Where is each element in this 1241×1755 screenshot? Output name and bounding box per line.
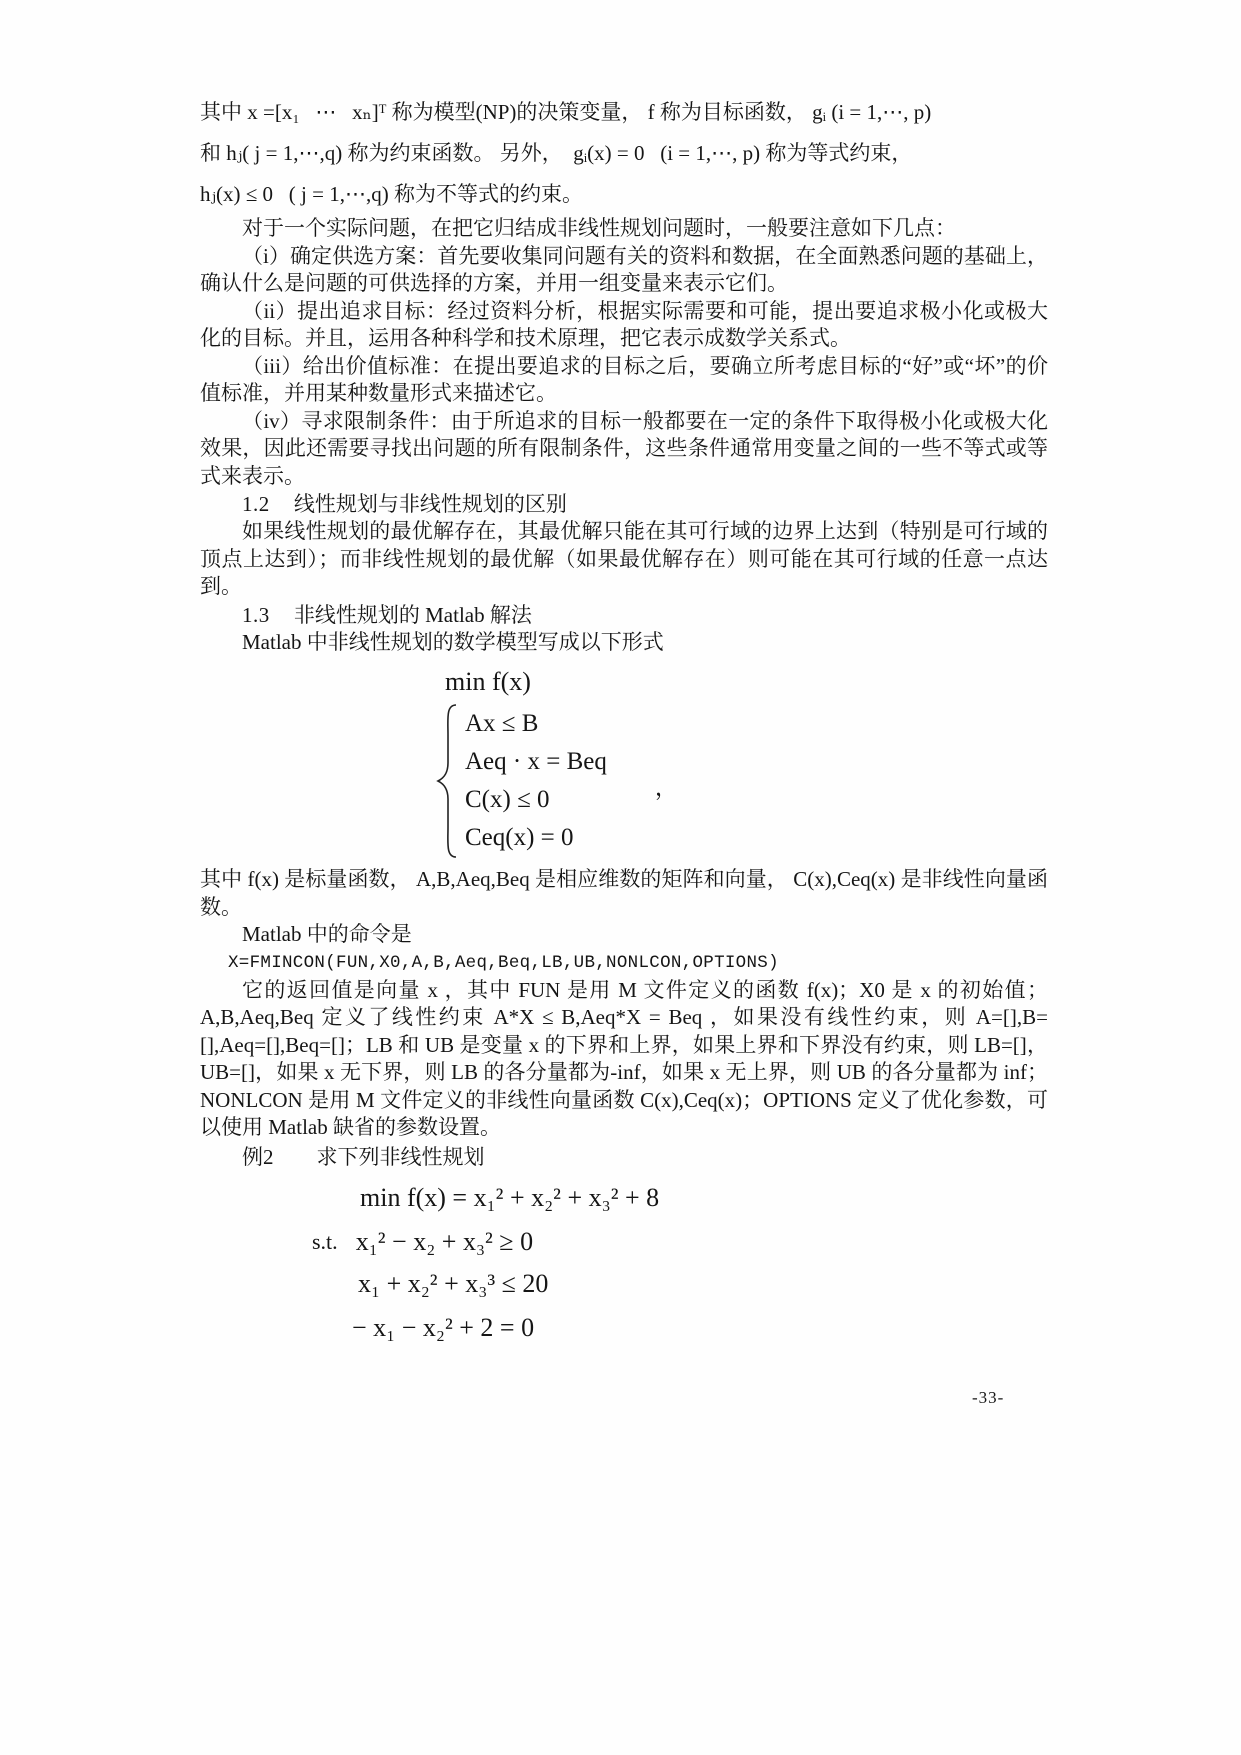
note-item-ii: （ii）提出追求目标：经过资料分析，根据实际需要和可能，提出要追求极小化或极大化的目标。并且，运用各种科学和技术原理，把它表示成数学关系式。 [200,298,1048,350]
command-lead-paragraph: Matlab 中的命令是 [242,922,412,946]
example-constraint-1: x₁² − x₂ + x₃² ≥ 0 [355,1227,534,1256]
example-title: 求下列非线性规划 [316,1144,485,1169]
section-1-3-heading [200,601,1048,629]
example-constraint-2: x₁ + x₂² + x₃³ ≤ 20 [358,1269,549,1298]
formula-comma: ， [654,774,678,800]
section-1-3-number: 1.3 [242,602,270,627]
note-item-i: （i）确定供选方案：首先要收集同问题有关的资料和数据，在全面熟悉问题的基础上，确认什么是问题的可供选择的方案，并用一组变量来表示它们。 [200,243,1048,295]
section-1-3-title: 非线性规划的 Matlab 解法 [293,602,532,627]
page-content [200,92,1048,1351]
model-objective: min f(x) [445,667,531,696]
section-1-2-number: 1.2 [242,492,270,516]
example-math-block [200,1175,1048,1351]
section-1-2-body: 如果线性规划的最优解存在，其最优解只能在其可行域的边界上达到（特别是可行域的顶点上达到）；而非线性规划的最优解（如果最优解存在）则可能在其可行域的任意一点达到。 [200,519,1048,598]
intro-definition-paragraph [200,92,1048,215]
example-st-row [312,1221,1048,1263]
note-item-iii: （iii）给出价值标准：在提出要追求的目标之后，要确立所考虑目标的“好”或“坏”的价值标准，并用某种数量形式来描述它。 [200,353,1048,405]
model-intro-paragraph: Matlab 中非线性规划的数学模型写成以下形式 [242,629,664,654]
intro-line-1: 其中 x =[x₁ ⋯ xₙ]ᵀ 称为模型(NP)的决策变量， f 称为目标函数， gᵢ (i = 1,⋯, p) [200,100,932,124]
constraint-line-2: Aeq · x = Beq [465,748,607,775]
fmincon-command-line: X=FMINCON(FUN,X0,A,B,Aeq,Beq,LB,UB,NONLCON,OPTIONS) [228,952,779,973]
subject-to-label: s.t. [312,1229,338,1254]
model-constraint-system [433,702,1048,860]
constraint-line-1: Ax ≤ B [465,710,539,737]
model-explain-paragraph: 其中 f(x) 是标量函数， A,B,Aeq,Beq 是相应维数的矩阵和向量， C(x),Ceq(x) 是非线性向量函数。 [200,867,1048,919]
constraint-line-4: Ceq(x) = 0 [465,824,574,851]
intro-line-3: hⱼ(x) ≤ 0 ( j = 1,⋯,q) 称为不等式的约束。 [200,182,583,206]
command-returns-paragraph: 它的返回值是向量 x ，其中 FUN 是用 M 文件定义的函数 f(x)；X0 是 x 的初始值；A,B,Aeq,Beq 定义了线性约束 A*X ≤ B,Aeq*X = Beq ，如果没有线性约束，则 A=[],B=[],Aeq=[],Beq=[]；LB 和 UB 是变量 x 的下界和上界，如果上界和下界没有约束，则 LB=[]，UB=[]，如果 x 无下界，则 LB 的各分量都为-inf，如果 x 无上界，则 UB 的各分量都为 inf；NONLCON 是用 M 文件定义的非线性向量函数 C(x),Ceq(x)；OPTIONS 定义了优化参数，可以使用 Matlab 缺省的参数设置。 [200,977,1048,1139]
example-heading [200,1144,1048,1172]
page-number: -33- [972,1388,1005,1407]
notes-lead-paragraph: 对于一个实际问题，在把它归结成非线性规划问题时，一般要注意如下几点： [242,216,956,240]
left-curly-brace [433,702,459,860]
section-1-2-heading [200,490,1048,518]
example-objective: min f(x) = x₁² + x₂² + x₃² + 8 [360,1183,660,1212]
intro-line-2: 和 hⱼ( j = 1,⋯,q) 称为约束函数。 另外， gᵢ(x) = 0 (i = 1,⋯, p) 称为等式约束， [200,141,913,165]
note-item-iv: （iv）寻求限制条件：由于所追求的目标一般都要在一定的条件下取得极小化或极大化效果，因此还需要寻找出问题的所有限制条件，这些条件通常用变量之间的一些不等式或等式来表示。 [200,408,1048,488]
section-1-2-title: 线性规划与非线性规划的区别 [293,492,567,516]
constraint-lines [465,705,607,857]
example-constraint-3: − x₁ − x₂² + 2 = 0 [352,1313,535,1342]
example-label: 例2 [242,1144,274,1169]
constraint-line-3: C(x) ≤ 0 [465,786,550,813]
